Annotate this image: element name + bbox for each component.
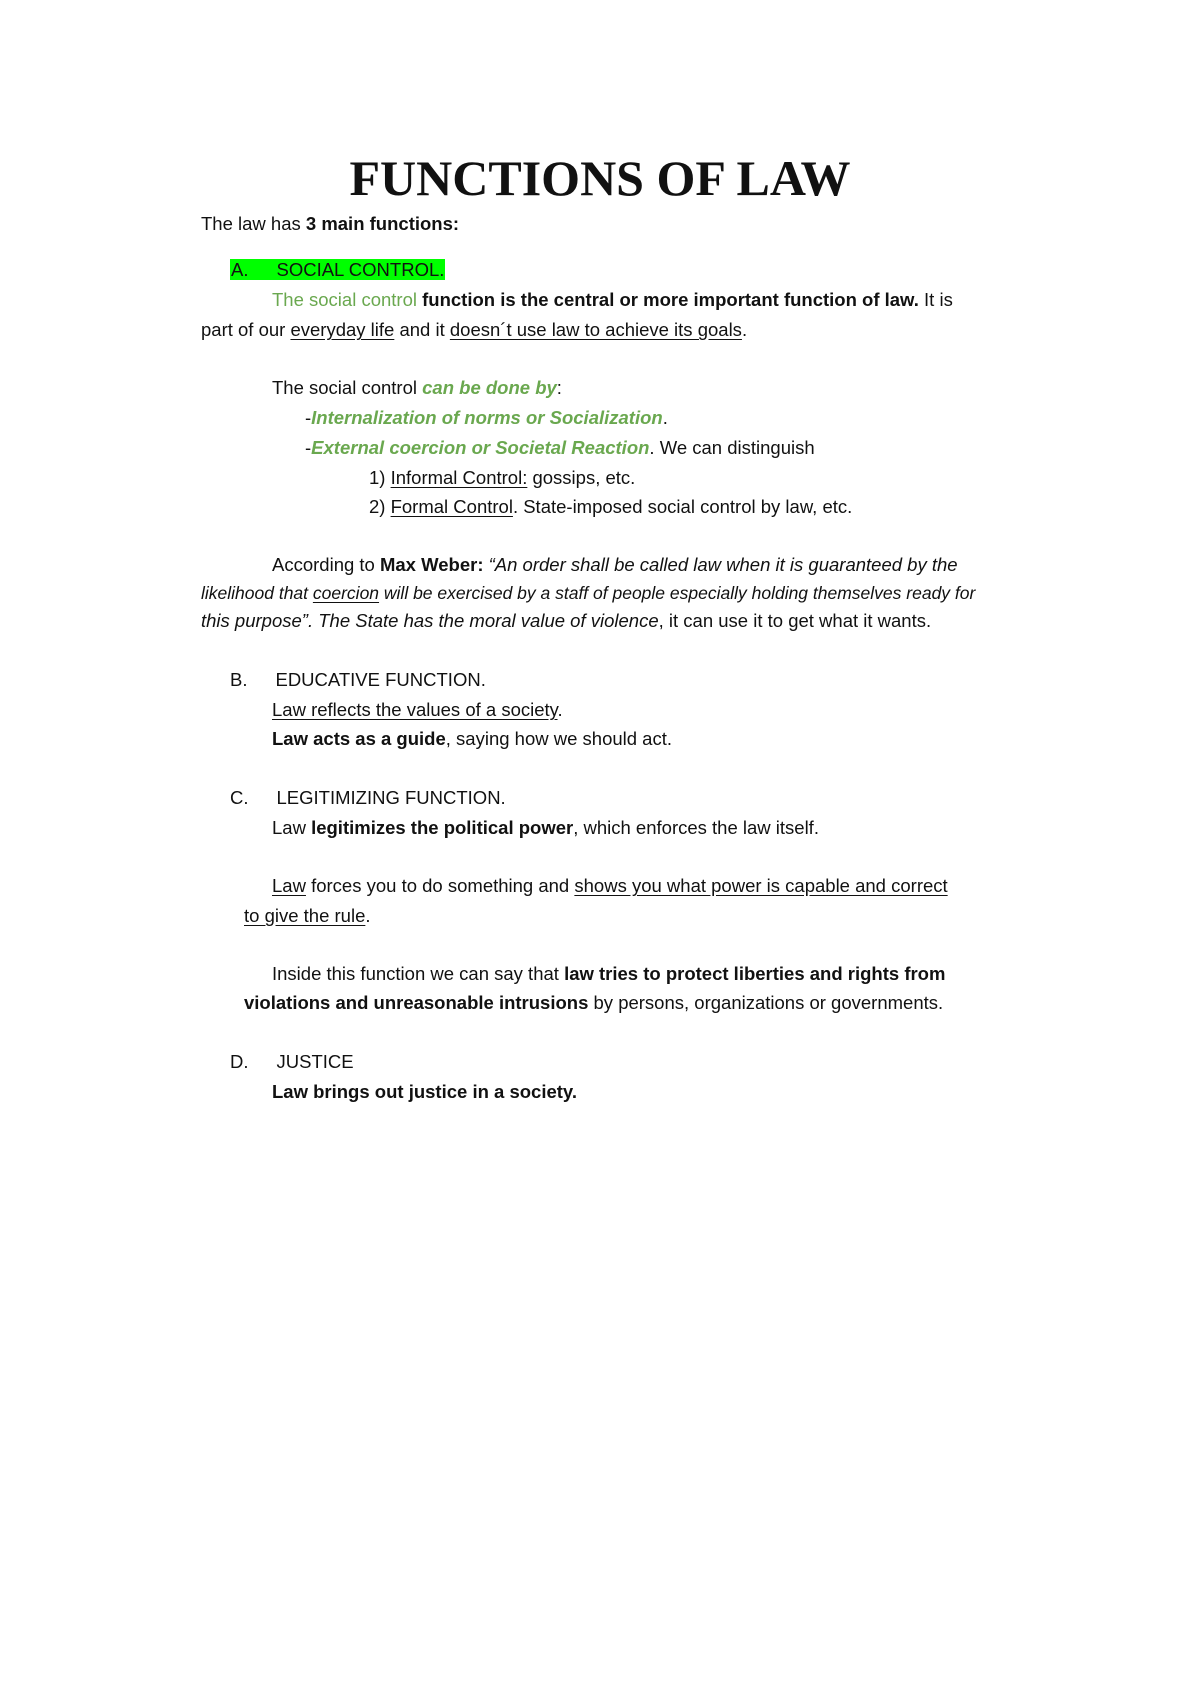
italic-text: will be exercised by a staff of people especially holding themselves ready for — [379, 583, 976, 603]
bold-text: Max Weber: — [379, 554, 484, 575]
text: . — [557, 699, 563, 720]
underlined-text: everyday life — [290, 319, 395, 340]
list-number: 2) — [369, 496, 391, 517]
text: , which enforces the law itself. — [573, 817, 819, 838]
bold-text: Law brings out justice in a society. — [272, 1081, 577, 1102]
section-c-paragraph-2-line-2 — [244, 904, 371, 928]
underlined-text: Informal Control: — [390, 467, 528, 488]
italic-text: “An order shall be called law when it is guaranteed by the — [483, 554, 958, 575]
underlined-text: coercion — [312, 583, 380, 603]
section-c-heading — [230, 786, 506, 810]
section-c-paragraph-3-line-2 — [244, 991, 943, 1015]
text: , saying how we should act. — [445, 728, 673, 749]
text: and it — [394, 319, 450, 340]
text: The social control — [272, 377, 423, 398]
bold-text: legitimizes the political power — [311, 817, 574, 838]
section-c-line-1 — [272, 816, 819, 840]
text: . — [741, 319, 748, 340]
intro-line — [201, 212, 459, 236]
green-text: Internalization of norms or Socialization — [311, 407, 663, 428]
underlined-text: shows you what power is capable and correct — [574, 875, 948, 896]
section-a-informal-line — [369, 466, 635, 490]
section-a-paragraph-1-line-2 — [201, 318, 747, 342]
section-a-formal-line — [369, 495, 852, 519]
intro-bold: 3 main functions: — [305, 213, 460, 234]
section-c-paragraph-3-line-1 — [272, 962, 945, 986]
intro-text: The law has — [201, 213, 306, 234]
text: . — [365, 905, 371, 926]
text: . State-imposed social control by law, etc. — [512, 496, 853, 517]
underlined-text: Law reflects the values of a society — [272, 699, 558, 720]
bold-text: law tries to protect liberties and rights from — [564, 963, 946, 984]
section-a-weber-line-2 — [201, 581, 975, 605]
section-b-heading — [230, 668, 486, 692]
green-text: can be done by — [422, 377, 557, 398]
section-a-weber-line-3 — [201, 609, 931, 633]
section-b-letter: B. — [230, 669, 248, 690]
section-a-can-be-done-line — [272, 376, 562, 400]
green-text: The social control — [272, 289, 417, 310]
underlined-text: to give the rule — [244, 905, 366, 926]
text: . We can distinguish — [649, 437, 815, 458]
section-a-paragraph-1-line-1 — [272, 288, 953, 312]
section-d-title: JUSTICE — [276, 1051, 354, 1072]
italic-text: likelihood that — [201, 583, 313, 603]
bold-text: function is the central or more important function of law. — [416, 289, 919, 310]
list-number: 1) — [369, 467, 391, 488]
text: According to — [272, 554, 380, 575]
text: . — [662, 407, 668, 428]
text: , it can use it to get what it wants. — [658, 610, 932, 631]
section-d-line-1 — [272, 1080, 577, 1104]
green-text: External coercion or Societal Reaction — [311, 437, 650, 458]
italic-text: this purpose”. The State has the moral value of violence — [201, 610, 659, 631]
dash: - — [305, 437, 312, 458]
underlined-text: Law — [272, 875, 306, 896]
section-b-title: EDUCATIVE FUNCTION. — [275, 669, 486, 690]
section-d-letter: D. — [230, 1051, 249, 1072]
section-c-title: LEGITIMIZING FUNCTION. — [276, 787, 506, 808]
section-a-weber-line-1 — [272, 553, 958, 577]
bold-text: Law acts as a guide — [272, 728, 446, 749]
section-a-internal-line — [305, 406, 668, 430]
section-b-line-2 — [272, 727, 672, 751]
text: by persons, organizations or governments. — [588, 992, 944, 1013]
dash: - — [305, 407, 312, 428]
section-a-letter: A. — [231, 259, 249, 280]
section-a-title: SOCIAL CONTROL. — [276, 259, 445, 280]
section-d-heading — [230, 1050, 354, 1074]
text: Law — [272, 817, 312, 838]
section-c-paragraph-2-line-1 — [272, 874, 948, 898]
section-a-external-line — [305, 436, 815, 460]
text: gossips, etc. — [527, 467, 636, 488]
underlined-text: Formal Control — [390, 496, 513, 517]
text: part of our — [201, 319, 291, 340]
section-c-letter: C. — [230, 787, 249, 808]
text: : — [556, 377, 562, 398]
text: forces you to do something and — [305, 875, 575, 896]
text: Inside this function we can say that — [272, 963, 565, 984]
bold-text: violations and unreasonable intrusions — [244, 992, 589, 1013]
section-a-heading — [230, 258, 445, 282]
text: It is — [918, 289, 953, 310]
page-title: FUNCTIONS OF LAW — [349, 150, 851, 206]
underlined-text: doesn´t use law to achieve its goals — [449, 319, 742, 340]
section-b-line-1 — [272, 698, 563, 722]
